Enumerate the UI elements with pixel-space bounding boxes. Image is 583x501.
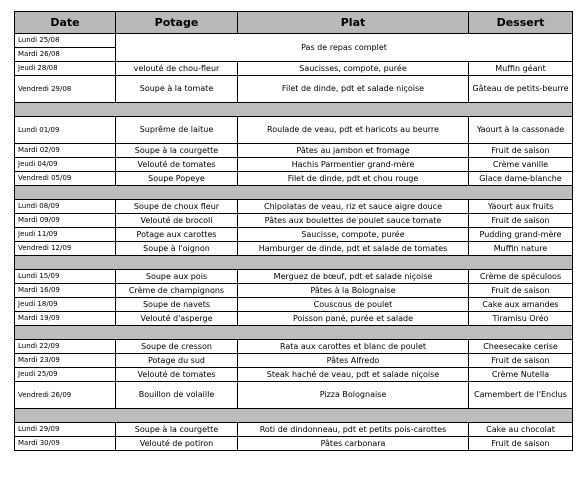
dessert-cell: Fruit de saison bbox=[469, 214, 573, 228]
menu-row bbox=[15, 76, 573, 103]
date-cell: Mardi 02/09 bbox=[15, 144, 116, 158]
plat-cell: Rata aux carottes et blanc de poulet bbox=[238, 340, 469, 354]
date-cell: Mardi 23/09 bbox=[15, 354, 116, 368]
potage-cell: Soupe aux pois bbox=[116, 270, 238, 284]
menu-row bbox=[15, 172, 573, 186]
dessert-cell: Cake aux amandes bbox=[469, 298, 573, 312]
date-cell: Lundi 25/08 bbox=[15, 34, 116, 48]
date-cell: Lundi 29/09 bbox=[15, 423, 116, 437]
plat-cell: Chipolatas de veau, riz et sauce aigre douce bbox=[238, 200, 469, 214]
potage-cell: Crème de champignons bbox=[116, 284, 238, 298]
no-meal-notice: Pas de repas complet bbox=[116, 34, 573, 62]
menu-row bbox=[15, 270, 573, 284]
potage-cell: Soupe à l'oignon bbox=[116, 242, 238, 256]
menu-row bbox=[15, 284, 573, 298]
dessert-cell: Muffin géant bbox=[469, 62, 573, 76]
menu-row bbox=[15, 423, 573, 437]
date-cell: Mardi 09/09 bbox=[15, 214, 116, 228]
plat-cell: Pâtes carbonara bbox=[238, 437, 469, 451]
dessert-cell: Fruit de saison bbox=[469, 144, 573, 158]
date-cell: Lundi 15/09 bbox=[15, 270, 116, 284]
plat-cell: Hachis Parmentier grand-mère bbox=[238, 158, 469, 172]
date-cell: Jeudi 04/09 bbox=[15, 158, 116, 172]
menu-row bbox=[15, 382, 573, 409]
date-cell: Jeudi 25/09 bbox=[15, 368, 116, 382]
menu-row bbox=[15, 312, 573, 326]
date-cell: Vendredi 12/09 bbox=[15, 242, 116, 256]
week-separator-bar bbox=[15, 256, 573, 270]
potage-cell: Velouté de tomates bbox=[116, 158, 238, 172]
date-cell: Vendredi 26/09 bbox=[15, 382, 116, 409]
plat-cell: Roulade de veau, pdt et haricots au beurre bbox=[238, 117, 469, 144]
plat-cell: Filet de dinde, pdt et chou rouge bbox=[238, 172, 469, 186]
week-separator-bar bbox=[15, 326, 573, 340]
potage-cell: velouté de chou-fleur bbox=[116, 62, 238, 76]
menu-row bbox=[15, 368, 573, 382]
menu-row bbox=[15, 144, 573, 158]
week-separator bbox=[15, 186, 573, 200]
potage-cell: Velouté de tomates bbox=[116, 368, 238, 382]
menu-row bbox=[15, 62, 573, 76]
dessert-cell: Yaourt à la cassonade bbox=[469, 117, 573, 144]
plat-cell: Couscous de poulet bbox=[238, 298, 469, 312]
menu-row bbox=[15, 242, 573, 256]
potage-cell: Soupe à la courgette bbox=[116, 423, 238, 437]
header-row bbox=[15, 12, 573, 34]
date-cell: Jeudi 11/09 bbox=[15, 228, 116, 242]
potage-cell: Velouté de brocoli bbox=[116, 214, 238, 228]
dessert-cell: Glace dame-blanche bbox=[469, 172, 573, 186]
header-potage: Potage bbox=[116, 12, 238, 34]
plat-cell: Merguez de bœuf, pdt et salade niçoise bbox=[238, 270, 469, 284]
plat-cell: Filet de dinde, pdt et salade niçoise bbox=[238, 76, 469, 103]
date-cell: Mardi 26/08 bbox=[15, 48, 116, 62]
dessert-cell: Crème Nutella bbox=[469, 368, 573, 382]
plat-cell: Pâtes à la Bolognaise bbox=[238, 284, 469, 298]
plat-cell: Roti de dindonneau, pdt et petits pois-carottes bbox=[238, 423, 469, 437]
week-separator bbox=[15, 409, 573, 423]
potage-cell: Soupe de navets bbox=[116, 298, 238, 312]
menu-body bbox=[15, 34, 573, 451]
menu-row bbox=[15, 228, 573, 242]
menu-row bbox=[15, 298, 573, 312]
plat-cell: Saucisses, compote, purée bbox=[238, 62, 469, 76]
date-cell: Mardi 19/09 bbox=[15, 312, 116, 326]
dessert-cell: Pudding grand-mère bbox=[469, 228, 573, 242]
menu-row bbox=[15, 200, 573, 214]
week-separator-bar bbox=[15, 409, 573, 423]
plat-cell: Saucisse, compote, purée bbox=[238, 228, 469, 242]
date-cell: Vendredi 05/09 bbox=[15, 172, 116, 186]
header-dessert: Dessert bbox=[469, 12, 573, 34]
dessert-cell: Gâteau de petits-beurre bbox=[469, 76, 573, 103]
potage-cell: Potage du sud bbox=[116, 354, 238, 368]
plat-cell: Pâtes au jambon et fromage bbox=[238, 144, 469, 158]
potage-cell: Suprême de laitue bbox=[116, 117, 238, 144]
header-date: Date bbox=[15, 12, 116, 34]
date-cell: Mardi 30/09 bbox=[15, 437, 116, 451]
date-cell: Jeudi 18/09 bbox=[15, 298, 116, 312]
potage-cell: Soupe à la courgette bbox=[116, 144, 238, 158]
plat-cell: Pizza Bolognaise bbox=[238, 382, 469, 409]
potage-cell: Potage aux carottes bbox=[116, 228, 238, 242]
dessert-cell: Camembert de l'Enclus bbox=[469, 382, 573, 409]
menu-row bbox=[15, 158, 573, 172]
week-separator bbox=[15, 103, 573, 117]
plat-cell: Steak haché de veau, pdt et salade niçoise bbox=[238, 368, 469, 382]
dessert-cell: Crème vanille bbox=[469, 158, 573, 172]
potage-cell: Velouté de potiron bbox=[116, 437, 238, 451]
plat-cell: Pâtes Alfredo bbox=[238, 354, 469, 368]
week-separator-bar bbox=[15, 186, 573, 200]
plat-cell: Hamburger de dinde, pdt et salade de tomates bbox=[238, 242, 469, 256]
date-cell: Lundi 22/09 bbox=[15, 340, 116, 354]
potage-cell: Soupe de cresson bbox=[116, 340, 238, 354]
week-separator-bar bbox=[15, 103, 573, 117]
dessert-cell: Fruit de saison bbox=[469, 354, 573, 368]
menu-row bbox=[15, 214, 573, 228]
menu-row bbox=[15, 34, 573, 48]
date-cell: Lundi 08/09 bbox=[15, 200, 116, 214]
dessert-cell: Fruit de saison bbox=[469, 284, 573, 298]
week-separator bbox=[15, 256, 573, 270]
dessert-cell: Tiramisu Oréo bbox=[469, 312, 573, 326]
menu-row bbox=[15, 354, 573, 368]
week-separator bbox=[15, 326, 573, 340]
potage-cell: Soupe Popeye bbox=[116, 172, 238, 186]
menu-table bbox=[14, 11, 573, 451]
date-cell: Mardi 16/09 bbox=[15, 284, 116, 298]
menu-row bbox=[15, 340, 573, 354]
plat-cell: Poisson pané, purée et salade bbox=[238, 312, 469, 326]
date-cell: Vendredi 29/08 bbox=[15, 76, 116, 103]
date-cell: Lundi 01/09 bbox=[15, 117, 116, 144]
menu-row bbox=[15, 117, 573, 144]
potage-cell: Velouté d'asperge bbox=[116, 312, 238, 326]
date-cell: Jeudi 28/08 bbox=[15, 62, 116, 76]
menu-row bbox=[15, 437, 573, 451]
potage-cell: Soupe de choux fleur bbox=[116, 200, 238, 214]
plat-cell: Pâtes aux boulettes de poulet sauce tomate bbox=[238, 214, 469, 228]
header-plat: Plat bbox=[238, 12, 469, 34]
dessert-cell: Crème de spéculoos bbox=[469, 270, 573, 284]
dessert-cell: Cheesecake cerise bbox=[469, 340, 573, 354]
dessert-cell: Yaourt aux fruits bbox=[469, 200, 573, 214]
dessert-cell: Fruit de saison bbox=[469, 437, 573, 451]
potage-cell: Bouillon de volaille bbox=[116, 382, 238, 409]
dessert-cell: Muffin nature bbox=[469, 242, 573, 256]
dessert-cell: Cake au chocolat bbox=[469, 423, 573, 437]
potage-cell: Soupe à la tomate bbox=[116, 76, 238, 103]
